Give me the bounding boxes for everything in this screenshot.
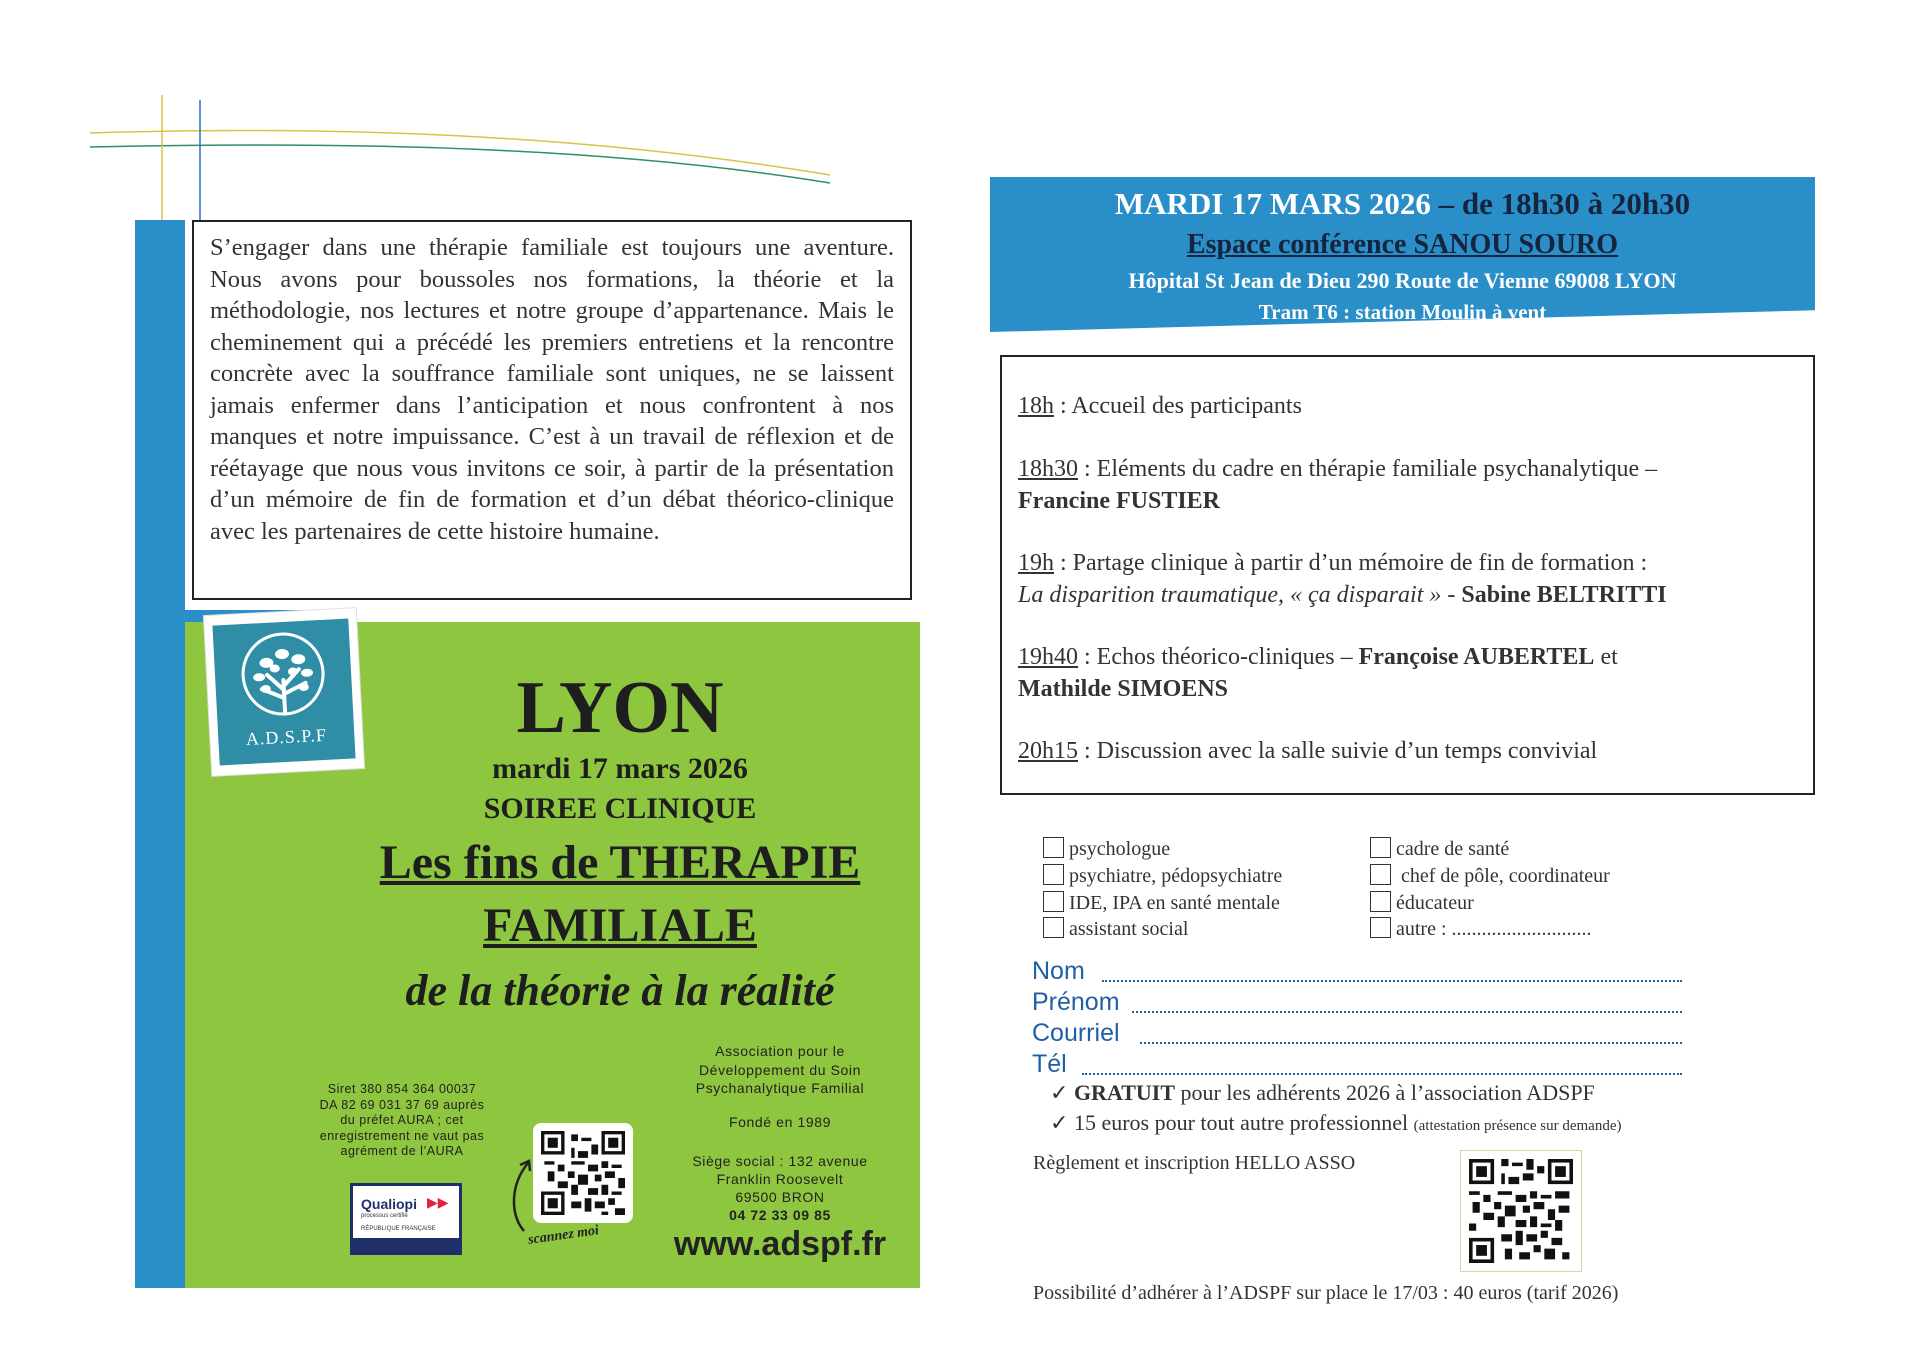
legal-line5: agrément de l’AURA bbox=[340, 1144, 464, 1158]
logo-text: A.D.S.P.F bbox=[245, 724, 328, 750]
city-title: LYON bbox=[516, 667, 724, 749]
association-name bbox=[660, 1042, 900, 1098]
checkbox-box[interactable] bbox=[1043, 891, 1064, 912]
checkbox-assistant-social[interactable] bbox=[1043, 916, 1188, 942]
checkbox-cadre-sante[interactable] bbox=[1370, 836, 1509, 862]
website-link[interactable]: www.adspf.fr bbox=[673, 1225, 887, 1263]
association-address bbox=[660, 1152, 900, 1224]
checkbox-box[interactable] bbox=[1370, 864, 1391, 885]
program-and: et bbox=[1594, 644, 1618, 670]
program-text: : Eléments du cadre en thérapie familiale psychanalytique – bbox=[1078, 456, 1658, 482]
checkbox-educateur[interactable] bbox=[1370, 890, 1474, 916]
intro-box bbox=[192, 220, 912, 600]
tarif-free-text: pour les adhérents 2026 à l’association ADSPF bbox=[1175, 1080, 1595, 1105]
banner-date: MARDI 17 MARS 2026 bbox=[1114, 186, 1431, 221]
checkbox-autre[interactable] bbox=[1370, 916, 1592, 942]
program-text: : Accueil des participants bbox=[1054, 393, 1302, 419]
legal-line4: enregistrement ne vaut pas bbox=[319, 1128, 485, 1143]
program-sep: - bbox=[1441, 582, 1462, 608]
program-title: La disparition traumatique, « ça disparait » bbox=[1018, 582, 1442, 608]
theme-line-2: FAMILIALE bbox=[483, 899, 757, 952]
banner-transport: Tram T6 : station Moulin à vent bbox=[1258, 300, 1547, 324]
association-line1: Association pour le bbox=[715, 1043, 845, 1059]
check-icon: ✓ bbox=[1050, 1110, 1069, 1135]
program-time: 19h40 bbox=[1018, 644, 1078, 670]
field-prenom-input[interactable] bbox=[1132, 1011, 1682, 1013]
tarif-free bbox=[1050, 1080, 1595, 1106]
theme-line-1: Les fins de THERAPIE bbox=[379, 836, 861, 889]
association-line3: Psychanalytique Familial bbox=[695, 1080, 865, 1096]
address-line2: Franklin Roosevelt bbox=[716, 1171, 844, 1187]
checkbox-label: éducateur bbox=[1396, 892, 1474, 914]
field-nom-label: Nom bbox=[1032, 957, 1085, 985]
checkbox-box[interactable] bbox=[1370, 917, 1391, 938]
qualiopi-logo bbox=[350, 1183, 462, 1255]
qr-code-left[interactable] bbox=[533, 1123, 633, 1223]
checkbox-label: psychologue bbox=[1069, 838, 1171, 860]
checkbox-box[interactable] bbox=[1043, 864, 1064, 885]
legal-siret: Siret 380 854 364 00037 bbox=[327, 1082, 477, 1096]
legal-line3: du préfet AURA ; cet bbox=[340, 1113, 464, 1127]
tarif-paid-text: 15 euros pour tout autre professionnel bbox=[1073, 1110, 1414, 1135]
field-tel-label: Tél bbox=[1032, 1050, 1067, 1078]
checkbox-label: assistant social bbox=[1069, 918, 1189, 940]
checkbox-label: IDE, IPA en santé mentale bbox=[1069, 892, 1280, 914]
field-courriel-input[interactable] bbox=[1140, 1042, 1682, 1044]
program-text: : Discussion avec la salle suivie d’un temps convivial bbox=[1078, 738, 1598, 764]
program-item bbox=[1018, 390, 1302, 422]
decorative-lines bbox=[90, 95, 850, 225]
checkbox-chef-pole[interactable] bbox=[1370, 863, 1610, 889]
tarif-paid bbox=[1050, 1110, 1621, 1136]
program-time: 20h15 bbox=[1018, 738, 1078, 764]
checkbox-box[interactable] bbox=[1370, 837, 1391, 858]
scan-me-label: scannez moi bbox=[527, 1223, 600, 1248]
checkbox-box[interactable] bbox=[1370, 891, 1391, 912]
program-item bbox=[1018, 735, 1597, 767]
banner-time: – de 18h30 à 20h30 bbox=[1430, 186, 1691, 221]
checkbox-label: chef de pôle, coordinateur bbox=[1396, 865, 1610, 887]
checkbox-box[interactable] bbox=[1043, 837, 1064, 858]
registration-text: Règlement et inscription HELLO ASSO bbox=[1033, 1152, 1356, 1174]
qualiopi-sub: processus certifié bbox=[361, 1213, 408, 1219]
program-time: 19h bbox=[1018, 550, 1054, 576]
legal-da: DA 82 69 031 37 69 auprès bbox=[319, 1097, 485, 1112]
banner-date-line bbox=[990, 186, 1815, 222]
program-item bbox=[1018, 547, 1667, 611]
membership-note: Possibilité d’adhérer à l’ADSPF sur place le 17/03 : 40 euros (tarif 2026) bbox=[1033, 1282, 1619, 1304]
theme-subtitle: de la théorie à la réalité bbox=[405, 966, 835, 1015]
qr-code-icon bbox=[1461, 1151, 1581, 1271]
checkbox-label: cadre de santé bbox=[1396, 838, 1510, 860]
intro-text: S’engager dans une thérapie familiale est toujours une aventure. Nous avons pour boussoles nos formations, la théorie et la méthodologie, nos lectures et notre groupe d’appartenance. Mais le cheminement qui a précédé les premiers entretiens et la rencontre concrète avec la souffrance familiale sont uniques, ne se laissent jamais enfermer dans l’anticipation et nous confrontent à nos manques et notre impuissance. C’est à un travail de réflexion et de réétayage que nous vous invitons ce soir, à partir de la présentation d’un mémoire de fin de formation et d’un débat théorico-clinique avec les partenaires de cette histoire humaine. bbox=[210, 234, 894, 545]
program-text: : Partage clinique à partir d’un mémoire de fin de formation : bbox=[1054, 550, 1648, 576]
qr-code-icon bbox=[533, 1123, 633, 1223]
checkbox-psychiatre[interactable] bbox=[1043, 863, 1282, 889]
qr-code-right[interactable] bbox=[1460, 1150, 1582, 1272]
check-icon: ✓ bbox=[1050, 1080, 1069, 1105]
qualiopi-arrows-icon: ▶▶ bbox=[427, 1194, 449, 1210]
association-founded: Fondé en 1989 bbox=[729, 1114, 831, 1130]
program-speaker: Sabine BELTRITTI bbox=[1461, 582, 1667, 608]
field-nom-input[interactable] bbox=[1102, 980, 1682, 982]
field-tel-input[interactable] bbox=[1082, 1073, 1682, 1075]
program-speaker: Francine FUSTIER bbox=[1018, 488, 1221, 514]
field-prenom-label: Prénom bbox=[1032, 988, 1120, 1016]
association-phone: 04 72 33 09 85 bbox=[729, 1207, 831, 1223]
event-date: mardi 17 mars 2026 bbox=[492, 752, 748, 785]
event-type: SOIREE CLINIQUE bbox=[483, 792, 757, 825]
program-item bbox=[1018, 453, 1657, 517]
program-box bbox=[1000, 355, 1815, 795]
legal-info bbox=[296, 1082, 508, 1160]
checkbox-ide[interactable] bbox=[1043, 890, 1280, 916]
tarif-paid-note: (attestation présence sur demande) bbox=[1413, 1118, 1622, 1134]
left-blue-strip bbox=[135, 220, 185, 1288]
checkbox-label: psychiatre, pédopsychiatre bbox=[1069, 865, 1283, 887]
field-courriel-label: Courriel bbox=[1032, 1019, 1120, 1047]
checkbox-box[interactable] bbox=[1043, 917, 1064, 938]
program-text: : Echos théorico-cliniques – bbox=[1078, 644, 1359, 670]
address-line1: Siège social : 132 avenue bbox=[692, 1153, 868, 1169]
association-line2: Développement du Soin bbox=[698, 1061, 862, 1078]
program-speaker-2: Mathilde SIMOENS bbox=[1018, 676, 1229, 702]
checkbox-psychologue[interactable] bbox=[1043, 836, 1170, 862]
qualiopi-rf: RÉPUBLIQUE FRANÇAISE bbox=[361, 1226, 436, 1232]
tarif-free-bold: GRATUIT bbox=[1073, 1080, 1175, 1105]
banner-address: Hôpital St Jean de Dieu 290 Route de Vienne 69008 LYON bbox=[1128, 268, 1677, 293]
program-time: 18h bbox=[1018, 393, 1054, 419]
address-line3: 69500 BRON bbox=[735, 1189, 825, 1205]
checkbox-label: autre : ............................ bbox=[1396, 918, 1592, 940]
program-item bbox=[1018, 641, 1618, 705]
program-speaker: Françoise AUBERTEL bbox=[1358, 644, 1595, 670]
qualiopi-title: Qualiopi bbox=[361, 1196, 417, 1212]
qualiopi-band bbox=[353, 1238, 459, 1252]
banner-venue: Espace conférence SANOU SOURO bbox=[1186, 229, 1619, 260]
program-time: 18h30 bbox=[1018, 456, 1078, 482]
